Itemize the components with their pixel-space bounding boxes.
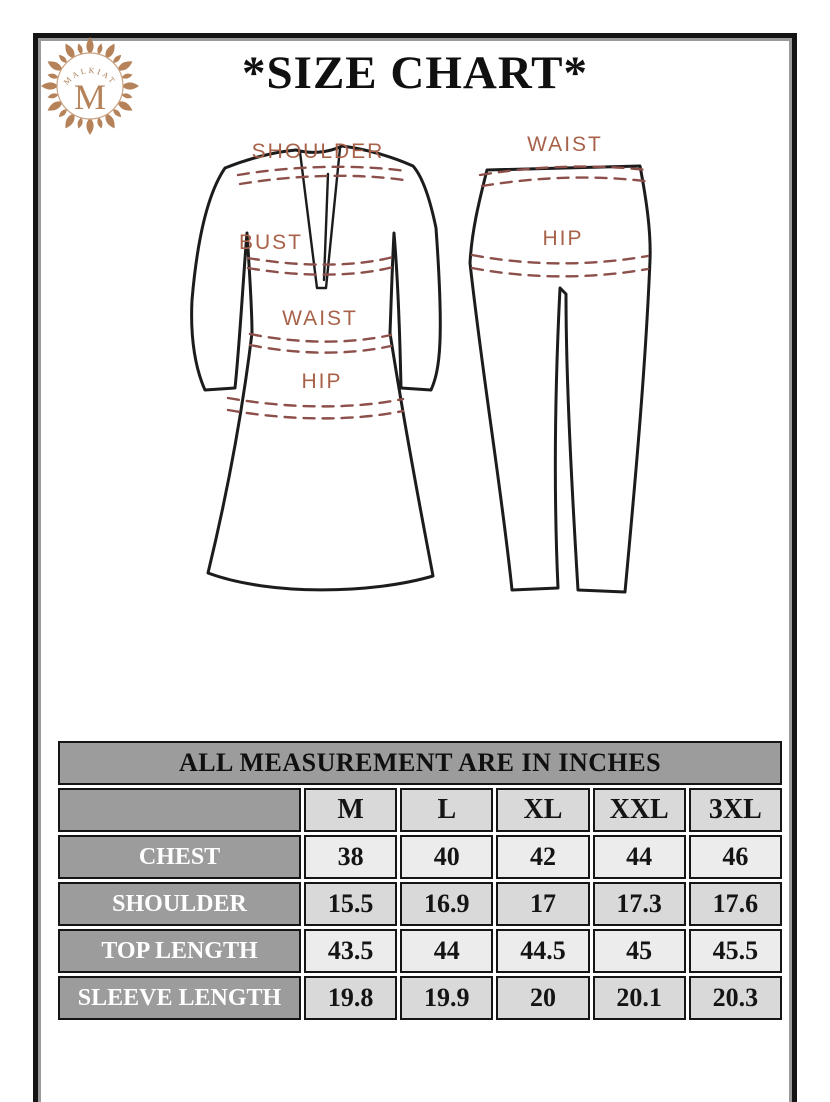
pants-illustration [470,133,650,592]
size-table [55,738,785,1023]
row-label-top-length: TOP LENGTH [58,929,301,973]
table-row-sleeve-length [58,976,782,1020]
chest-3xl: 46 [689,835,782,879]
table-row-shoulder [58,882,782,926]
size-col-m: M [304,788,397,832]
top-length-xl: 44.5 [496,929,589,973]
shoulder-3xl: 17.6 [689,882,782,926]
kurta-hip-label: HIP [301,370,343,393]
shoulder-xxl: 17.3 [593,882,686,926]
chest-l: 40 [400,835,493,879]
table-header-row [58,741,782,785]
table-header: ALL MEASUREMENT ARE IN INCHES [58,741,782,785]
size-header-row [58,788,782,832]
sleeve-length-xxl: 20.1 [593,976,686,1020]
shoulder-m: 15.5 [304,882,397,926]
top-length-xxl: 45 [593,929,686,973]
sleeve-length-xl: 20 [496,976,589,1020]
kurta-outline [192,146,441,590]
sleeve-length-m: 19.8 [304,976,397,1020]
logo-monogram: M [73,77,107,117]
sleeve-length-3xl: 20.3 [689,976,782,1020]
pants-hip-label: HIP [542,227,584,250]
table-row-top-length [58,929,782,973]
pants-waist-label: WAIST [527,133,603,156]
size-col-xxl: XXL [593,788,686,832]
top-length-3xl: 45.5 [689,929,782,973]
row-label-shoulder: SHOULDER [58,882,301,926]
top-length-m: 43.5 [304,929,397,973]
top-length-l: 44 [400,929,493,973]
logo-brand-arc-text: MALKIAT [61,65,119,87]
corner-cell [58,788,301,832]
sleeve-length-l: 19.9 [400,976,493,1020]
chest-xxl: 44 [593,835,686,879]
garment-diagram [150,118,710,623]
table-row-chest [58,835,782,879]
chest-xl: 42 [496,835,589,879]
size-col-xl: XL [496,788,589,832]
shoulder-xl: 17 [496,882,589,926]
kurta-bust-label: BUST [238,231,304,254]
shoulder-l: 16.9 [400,882,493,926]
brand-logo [40,36,140,136]
page-title: *SIZE CHART* [242,47,588,99]
chest-m: 38 [304,835,397,879]
kurta-illustration [192,140,441,590]
row-label-chest: CHEST [58,835,301,879]
kurta-shoulder-label: SHOULDER [251,140,385,163]
kurta-waist-label: WAIST [282,307,358,330]
row-label-sleeve-length: SLEEVE LENGTH [58,976,301,1020]
size-col-3xl: 3XL [689,788,782,832]
size-col-l: L [400,788,493,832]
